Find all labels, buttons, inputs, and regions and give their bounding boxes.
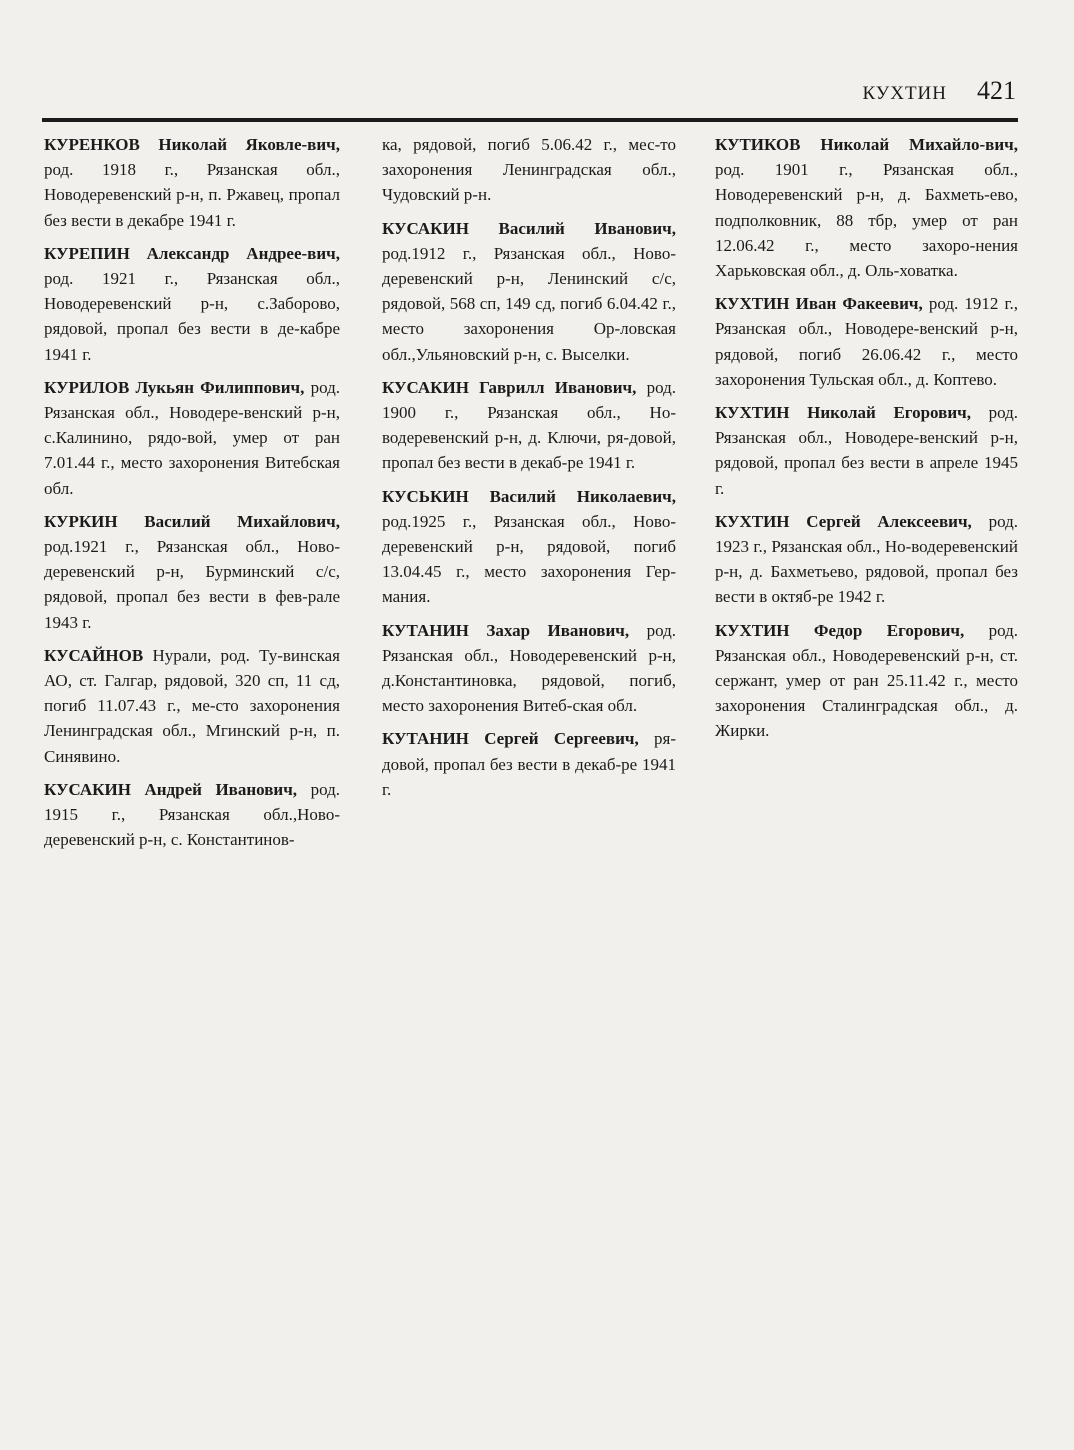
entry-name: КУРЕПИН Александр Андрее-вич, — [44, 243, 340, 263]
header-rule — [42, 118, 1018, 122]
entry-name: КУСАКИН Гаврилл Иванович, — [382, 377, 637, 397]
entry-text: род. 1923 г., Рязанская обл., Но-водеревенский р-н, д. Бахметьево, рядовой, пропал без вести в октяб-ре 1942 г. — [715, 511, 1018, 607]
entry-name: КУХТИН Иван Факеевич, — [715, 294, 923, 314]
entry — [715, 400, 1018, 501]
entry-text: род. 1901 г., Рязанская обл., Новодеревенский р-н, д. Бахметь-ево, подполковник, 88 тбр, умер от ран 12.06.42 г., место захоро-нения Харьковская обл., д. Оль-ховатка. — [715, 160, 1018, 281]
entry-name: КУСАКИН Андрей Иванович, — [44, 779, 298, 799]
entry-name: КУСАКИН Василий Иванович, — [382, 218, 676, 238]
entry-name: КУРЕНКОВ Николай Яковле-вич, — [44, 135, 340, 154]
entry — [382, 484, 676, 610]
entry-text: род. 1912 г., Рязанская обл., Новодере-венский р-н, рядовой, погиб 26.06.42 г., место захоронения Тульская обл., д. Коптево. — [715, 294, 1018, 389]
entry — [382, 726, 676, 802]
entry-text: Нурали, род. Ту-винская АО, ст. Галгар, рядовой, 320 сп, 11 сд, погиб 11.07.43 г., ме-сто захоронения Ленинградская обл., Мгинский р-н, п. Синявино. — [44, 645, 340, 766]
running-head — [862, 76, 1016, 106]
entry-name: КУСАЙНОВ — [44, 645, 144, 665]
entry-name: КУРИЛОВ Лукьян Филиппович, — [44, 377, 305, 397]
entry — [44, 375, 340, 501]
entry — [382, 216, 676, 367]
entry — [715, 132, 1018, 283]
entry — [382, 375, 676, 476]
entry — [44, 241, 340, 367]
entry — [44, 132, 340, 233]
entry — [382, 618, 676, 719]
entry — [715, 509, 1018, 610]
entry-text: род. Рязанская обл., Новодеревенский р-н, д.Константиновка, рядовой, погиб, место захоронения Витеб-ская обл. — [382, 620, 676, 716]
entry-text: род. 1921 г., Рязанская обл., Новодеревенский р-н, с.Заборово, рядовой, пропал без вести в де-кабре 1941 г. — [44, 269, 340, 364]
entry-text: род. 1900 г., Рязанская обл., Но-водеревенский р-н, д. Ключи, ря-довой, пропал без вести в декаб-ре 1941 г. — [382, 377, 676, 473]
entry-name: КУРКИН Василий Михайлович, — [44, 511, 340, 531]
entry-name: КУСЬКИН Василий Николаевич, — [382, 486, 676, 506]
entry-name: КУТАНИН Сергей Сергеевич, — [382, 729, 639, 749]
entry-name: КУХТИН Сергей Алексеевич, — [715, 511, 972, 531]
entry-name: КУТАНИН Захар Иванович, — [382, 620, 630, 640]
entry — [44, 509, 340, 635]
entry-text: род. Рязанская обл., Новодеревенский р-н, ст. сержант, умер от ран 25.11.42 г., место захоронения Сталинградская обл., д. Жирки. — [715, 620, 1018, 741]
entry — [715, 291, 1018, 392]
entry-text: род.1912 г., Рязанская обл., Ново-деревенский р-н, Ленинский с/с, рядовой, 568 сп, 149 сд, погиб 6.04.42 г., место захоронения Ор-ловская обл.,Ульяновский р-н, с. Выселки. — [382, 243, 676, 364]
entry-continuation — [382, 132, 676, 208]
entry — [44, 777, 340, 853]
entry-name: КУТИКОВ Николай Михайло-вич, — [715, 135, 1018, 154]
column-2 — [382, 132, 676, 810]
entry-text: род.1921 г., Рязанская обл., Ново-деревенский р-н, Бурминский с/с, рядовой, пропал без вести в фев-рале 1943 г. — [44, 537, 340, 632]
entry — [44, 643, 340, 769]
entry-name: КУХТИН Федор Егорович, — [715, 620, 965, 640]
entry-text: ка, рядовой, погиб 5.06.42 г., мес-то захоронения Ленинградская обл., Чудовский р-н. — [382, 135, 676, 205]
column-1 — [44, 132, 340, 860]
entry — [715, 618, 1018, 744]
entry-text: род.1925 г., Рязанская обл., Ново-деревенский р-н, рядовой, погиб 13.04.45 г., место захоронения Гер-мания. — [382, 511, 676, 607]
entry-name: КУХТИН Николай Егорович, — [715, 403, 971, 423]
entry-text: род. 1918 г., Рязанская обл., Новодеревенский р-н, п. Ржавец, пропал без вести в декабре 1941 г. — [44, 160, 340, 230]
page-number: 421 — [977, 76, 1016, 105]
entry-text: ря-довой, пропал без вести в декаб-ре 1941 г. — [382, 729, 677, 799]
column-3 — [715, 132, 1018, 752]
entry-text: род. Рязанская обл., Новодере-венский р-н, с.Калинино, рядо-вой, умер от ран 7.01.44 г., место захоронения Витебская обл. — [44, 377, 340, 498]
entry-text: род. 1915 г., Рязанская обл.,Ново-деревенский р-н, с. Константинов- — [44, 779, 340, 850]
entry-text: род. Рязанская обл., Новодере-венский р-н, рядовой, пропал без вести в апреле 1945 г. — [715, 403, 1018, 498]
running-title: КУХТИН — [862, 83, 947, 104]
